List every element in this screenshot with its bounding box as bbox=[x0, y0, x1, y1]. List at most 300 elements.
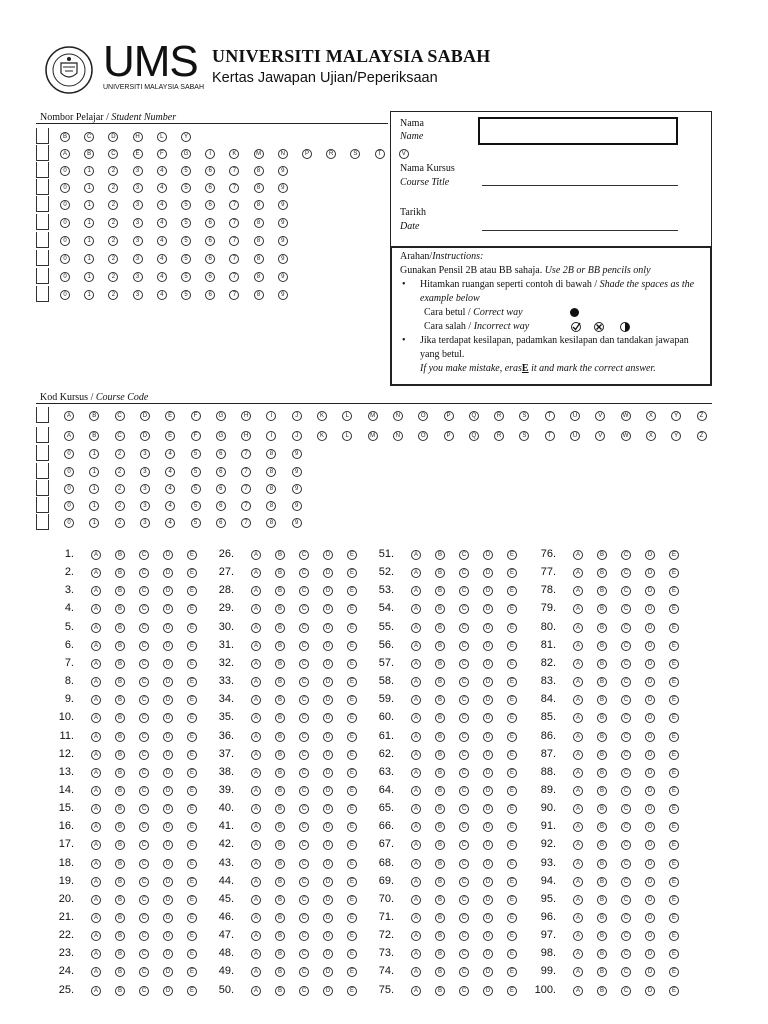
answer-bubble-B[interactable]: B bbox=[597, 550, 607, 560]
answer-bubble-D[interactable]: D bbox=[323, 695, 333, 705]
answer-bubble-B[interactable]: B bbox=[597, 713, 607, 723]
answer-bubble-E[interactable]: E bbox=[187, 586, 197, 596]
answer-bubble-D[interactable]: D bbox=[645, 623, 655, 633]
answer-bubble-E[interactable]: E bbox=[187, 659, 197, 669]
answer-bubble-A[interactable]: A bbox=[411, 750, 421, 760]
answer-bubble-E[interactable]: E bbox=[187, 550, 197, 560]
student-bubble-digit-3[interactable]: 3 bbox=[133, 236, 143, 246]
student-bubble-digit-2[interactable]: 2 bbox=[108, 200, 118, 210]
course-bubble-K[interactable]: K bbox=[317, 411, 327, 421]
answer-bubble-D[interactable]: D bbox=[483, 877, 493, 887]
course-bubble-R[interactable]: R bbox=[494, 431, 504, 441]
answer-bubble-A[interactable]: A bbox=[411, 641, 421, 651]
answer-bubble-C[interactable]: C bbox=[139, 732, 149, 742]
answer-bubble-D[interactable]: D bbox=[323, 659, 333, 669]
answer-bubble-A[interactable]: A bbox=[573, 623, 583, 633]
student-bubble-B[interactable]: B bbox=[84, 149, 94, 159]
answer-bubble-E[interactable]: E bbox=[507, 804, 517, 814]
answer-bubble-B[interactable]: B bbox=[435, 786, 445, 796]
answer-bubble-C[interactable]: C bbox=[299, 786, 309, 796]
answer-bubble-A[interactable]: A bbox=[91, 913, 101, 923]
answer-bubble-E[interactable]: E bbox=[669, 641, 679, 651]
answer-bubble-A[interactable]: A bbox=[411, 786, 421, 796]
course-title-input[interactable] bbox=[482, 185, 678, 186]
course-bubble-M[interactable]: M bbox=[368, 431, 378, 441]
answer-bubble-E[interactable]: E bbox=[669, 949, 679, 959]
answer-bubble-A[interactable]: A bbox=[251, 750, 261, 760]
answer-bubble-A[interactable]: A bbox=[91, 550, 101, 560]
student-bubble-digit-7[interactable]: 7 bbox=[229, 218, 239, 228]
course-bubble-digit-3[interactable]: 3 bbox=[140, 449, 150, 459]
answer-bubble-D[interactable]: D bbox=[483, 859, 493, 869]
student-bubble-N[interactable]: N bbox=[278, 149, 288, 159]
answer-bubble-B[interactable]: B bbox=[597, 949, 607, 959]
answer-bubble-D[interactable]: D bbox=[645, 732, 655, 742]
answer-bubble-E[interactable]: E bbox=[187, 840, 197, 850]
course-bubble-digit-9[interactable]: 9 bbox=[292, 449, 302, 459]
answer-bubble-E[interactable]: E bbox=[507, 768, 517, 778]
answer-bubble-C[interactable]: C bbox=[459, 604, 469, 614]
student-bubble-digit-3[interactable]: 3 bbox=[133, 166, 143, 176]
answer-bubble-D[interactable]: D bbox=[163, 659, 173, 669]
answer-bubble-D[interactable]: D bbox=[645, 750, 655, 760]
answer-bubble-B[interactable]: B bbox=[275, 840, 285, 850]
course-bubble-digit-4[interactable]: 4 bbox=[165, 449, 175, 459]
course-bubble-I[interactable]: I bbox=[266, 431, 276, 441]
answer-bubble-B[interactable]: B bbox=[435, 877, 445, 887]
answer-bubble-A[interactable]: A bbox=[573, 604, 583, 614]
course-bubble-K[interactable]: K bbox=[317, 431, 327, 441]
answer-bubble-E[interactable]: E bbox=[507, 859, 517, 869]
answer-bubble-A[interactable]: A bbox=[91, 877, 101, 887]
answer-bubble-B[interactable]: B bbox=[275, 949, 285, 959]
answer-bubble-E[interactable]: E bbox=[347, 732, 357, 742]
course-bubble-D[interactable]: D bbox=[140, 431, 150, 441]
answer-bubble-E[interactable]: E bbox=[507, 840, 517, 850]
answer-bubble-D[interactable]: D bbox=[323, 550, 333, 560]
course-bubble-J[interactable]: J bbox=[292, 411, 302, 421]
answer-bubble-D[interactable]: D bbox=[163, 840, 173, 850]
student-bubble-digit-2[interactable]: 2 bbox=[108, 166, 118, 176]
answer-bubble-A[interactable]: A bbox=[573, 931, 583, 941]
answer-bubble-D[interactable]: D bbox=[483, 659, 493, 669]
answer-bubble-A[interactable]: A bbox=[91, 840, 101, 850]
answer-bubble-B[interactable]: B bbox=[275, 713, 285, 723]
student-bubble-S[interactable]: S bbox=[350, 149, 360, 159]
answer-bubble-D[interactable]: D bbox=[645, 713, 655, 723]
answer-bubble-E[interactable]: E bbox=[347, 822, 357, 832]
answer-bubble-C[interactable]: C bbox=[459, 550, 469, 560]
course-bubble-digit-6[interactable]: 6 bbox=[216, 501, 226, 511]
answer-bubble-E[interactable]: E bbox=[187, 804, 197, 814]
answer-bubble-C[interactable]: C bbox=[139, 677, 149, 687]
answer-bubble-D[interactable]: D bbox=[483, 967, 493, 977]
answer-bubble-B[interactable]: B bbox=[275, 986, 285, 996]
answer-bubble-A[interactable]: A bbox=[251, 822, 261, 832]
answer-bubble-B[interactable]: B bbox=[275, 804, 285, 814]
answer-bubble-A[interactable]: A bbox=[573, 859, 583, 869]
answer-bubble-C[interactable]: C bbox=[299, 895, 309, 905]
answer-bubble-D[interactable]: D bbox=[483, 713, 493, 723]
answer-bubble-D[interactable]: D bbox=[323, 804, 333, 814]
course-bubble-digit-7[interactable]: 7 bbox=[241, 467, 251, 477]
answer-bubble-A[interactable]: A bbox=[411, 604, 421, 614]
answer-bubble-E[interactable]: E bbox=[669, 623, 679, 633]
answer-bubble-D[interactable]: D bbox=[323, 586, 333, 596]
answer-bubble-A[interactable]: A bbox=[91, 623, 101, 633]
answer-bubble-A[interactable]: A bbox=[411, 804, 421, 814]
answer-bubble-B[interactable]: B bbox=[597, 750, 607, 760]
student-bubble-digit-7[interactable]: 7 bbox=[229, 236, 239, 246]
answer-bubble-E[interactable]: E bbox=[187, 931, 197, 941]
course-bubble-digit-7[interactable]: 7 bbox=[241, 449, 251, 459]
answer-bubble-C[interactable]: C bbox=[459, 586, 469, 596]
answer-bubble-E[interactable]: E bbox=[507, 913, 517, 923]
answer-bubble-E[interactable]: E bbox=[507, 659, 517, 669]
answer-bubble-E[interactable]: E bbox=[187, 568, 197, 578]
answer-bubble-E[interactable]: E bbox=[669, 568, 679, 578]
answer-bubble-B[interactable]: B bbox=[275, 895, 285, 905]
answer-bubble-E[interactable]: E bbox=[669, 550, 679, 560]
answer-bubble-E[interactable]: E bbox=[347, 750, 357, 760]
student-bubble-digit-6[interactable]: 6 bbox=[205, 166, 215, 176]
student-bubble-digit-3[interactable]: 3 bbox=[133, 272, 143, 282]
course-bubble-digit-7[interactable]: 7 bbox=[241, 501, 251, 511]
answer-bubble-D[interactable]: D bbox=[645, 931, 655, 941]
course-bubble-N[interactable]: N bbox=[393, 411, 403, 421]
answer-bubble-E[interactable]: E bbox=[347, 949, 357, 959]
answer-bubble-A[interactable]: A bbox=[411, 677, 421, 687]
answer-bubble-C[interactable]: C bbox=[621, 967, 631, 977]
answer-bubble-C[interactable]: C bbox=[299, 677, 309, 687]
answer-bubble-E[interactable]: E bbox=[507, 568, 517, 578]
answer-bubble-D[interactable]: D bbox=[645, 949, 655, 959]
student-bubble-digit-7[interactable]: 7 bbox=[229, 200, 239, 210]
course-bubble-digit-6[interactable]: 6 bbox=[216, 467, 226, 477]
answer-bubble-A[interactable]: A bbox=[573, 659, 583, 669]
answer-bubble-C[interactable]: C bbox=[139, 586, 149, 596]
answer-bubble-C[interactable]: C bbox=[139, 822, 149, 832]
student-bubble-digit-0[interactable]: 0 bbox=[60, 218, 70, 228]
course-bubble-N[interactable]: N bbox=[393, 431, 403, 441]
answer-bubble-D[interactable]: D bbox=[483, 623, 493, 633]
answer-bubble-C[interactable]: C bbox=[139, 659, 149, 669]
course-bubble-T[interactable]: T bbox=[545, 411, 555, 421]
answer-bubble-D[interactable]: D bbox=[645, 768, 655, 778]
answer-bubble-C[interactable]: C bbox=[299, 641, 309, 651]
answer-bubble-E[interactable]: E bbox=[187, 877, 197, 887]
answer-bubble-D[interactable]: D bbox=[323, 732, 333, 742]
student-bubble-digit-1[interactable]: 1 bbox=[84, 272, 94, 282]
answer-bubble-C[interactable]: C bbox=[459, 695, 469, 705]
answer-bubble-A[interactable]: A bbox=[91, 931, 101, 941]
answer-bubble-C[interactable]: C bbox=[621, 732, 631, 742]
answer-bubble-C[interactable]: C bbox=[459, 986, 469, 996]
answer-bubble-C[interactable]: C bbox=[299, 804, 309, 814]
answer-bubble-C[interactable]: C bbox=[299, 859, 309, 869]
answer-bubble-D[interactable]: D bbox=[483, 641, 493, 651]
answer-bubble-B[interactable]: B bbox=[435, 895, 445, 905]
answer-bubble-B[interactable]: B bbox=[597, 695, 607, 705]
answer-bubble-E[interactable]: E bbox=[347, 786, 357, 796]
answer-bubble-A[interactable]: A bbox=[251, 986, 261, 996]
answer-bubble-B[interactable]: B bbox=[115, 623, 125, 633]
answer-bubble-D[interactable]: D bbox=[645, 641, 655, 651]
course-bubble-Y[interactable]: Y bbox=[671, 431, 681, 441]
answer-bubble-B[interactable]: B bbox=[275, 913, 285, 923]
answer-bubble-C[interactable]: C bbox=[459, 931, 469, 941]
answer-bubble-D[interactable]: D bbox=[163, 677, 173, 687]
answer-bubble-A[interactable]: A bbox=[411, 859, 421, 869]
answer-bubble-D[interactable]: D bbox=[163, 804, 173, 814]
answer-bubble-B[interactable]: B bbox=[435, 550, 445, 560]
answer-bubble-B[interactable]: B bbox=[275, 677, 285, 687]
answer-bubble-C[interactable]: C bbox=[621, 786, 631, 796]
answer-bubble-E[interactable]: E bbox=[669, 877, 679, 887]
course-bubble-digit-6[interactable]: 6 bbox=[216, 484, 226, 494]
answer-bubble-B[interactable]: B bbox=[435, 986, 445, 996]
course-bubble-digit-5[interactable]: 5 bbox=[191, 501, 201, 511]
answer-bubble-E[interactable]: E bbox=[187, 895, 197, 905]
answer-bubble-A[interactable]: A bbox=[411, 550, 421, 560]
answer-bubble-A[interactable]: A bbox=[573, 949, 583, 959]
answer-bubble-E[interactable]: E bbox=[347, 967, 357, 977]
answer-bubble-E[interactable]: E bbox=[347, 713, 357, 723]
answer-bubble-E[interactable]: E bbox=[507, 786, 517, 796]
student-bubble-R[interactable]: R bbox=[326, 149, 336, 159]
answer-bubble-C[interactable]: C bbox=[621, 840, 631, 850]
answer-bubble-D[interactable]: D bbox=[323, 986, 333, 996]
student-bubble-digit-9[interactable]: 9 bbox=[278, 166, 288, 176]
answer-bubble-C[interactable]: C bbox=[139, 713, 149, 723]
student-bubble-digit-5[interactable]: 5 bbox=[181, 218, 191, 228]
answer-bubble-A[interactable]: A bbox=[573, 895, 583, 905]
student-bubble-digit-1[interactable]: 1 bbox=[84, 290, 94, 300]
answer-bubble-A[interactable]: A bbox=[251, 568, 261, 578]
answer-bubble-B[interactable]: B bbox=[597, 604, 607, 614]
answer-bubble-B[interactable]: B bbox=[435, 623, 445, 633]
answer-bubble-E[interactable]: E bbox=[347, 913, 357, 923]
course-bubble-S[interactable]: S bbox=[519, 431, 529, 441]
answer-bubble-B[interactable]: B bbox=[597, 768, 607, 778]
answer-bubble-D[interactable]: D bbox=[323, 822, 333, 832]
answer-bubble-A[interactable]: A bbox=[91, 713, 101, 723]
student-bubble-digit-3[interactable]: 3 bbox=[133, 200, 143, 210]
answer-bubble-D[interactable]: D bbox=[645, 840, 655, 850]
answer-bubble-C[interactable]: C bbox=[621, 877, 631, 887]
answer-bubble-A[interactable]: A bbox=[251, 967, 261, 977]
answer-bubble-C[interactable]: C bbox=[621, 822, 631, 832]
answer-bubble-E[interactable]: E bbox=[347, 677, 357, 687]
answer-bubble-A[interactable]: A bbox=[251, 895, 261, 905]
student-bubble-T[interactable]: T bbox=[375, 149, 385, 159]
answer-bubble-D[interactable]: D bbox=[323, 877, 333, 887]
answer-bubble-C[interactable]: C bbox=[621, 931, 631, 941]
answer-bubble-C[interactable]: C bbox=[459, 768, 469, 778]
answer-bubble-B[interactable]: B bbox=[275, 586, 285, 596]
answer-bubble-C[interactable]: C bbox=[459, 568, 469, 578]
student-bubble-digit-3[interactable]: 3 bbox=[133, 183, 143, 193]
answer-bubble-C[interactable]: C bbox=[299, 732, 309, 742]
answer-bubble-B[interactable]: B bbox=[435, 695, 445, 705]
answer-bubble-B[interactable]: B bbox=[597, 641, 607, 651]
answer-bubble-D[interactable]: D bbox=[645, 986, 655, 996]
answer-bubble-C[interactable]: C bbox=[459, 713, 469, 723]
answer-bubble-C[interactable]: C bbox=[621, 659, 631, 669]
answer-bubble-C[interactable]: C bbox=[459, 677, 469, 687]
answer-bubble-E[interactable]: E bbox=[347, 641, 357, 651]
answer-bubble-A[interactable]: A bbox=[573, 732, 583, 742]
answer-bubble-C[interactable]: C bbox=[139, 604, 149, 614]
student-bubble-digit-3[interactable]: 3 bbox=[133, 290, 143, 300]
answer-bubble-C[interactable]: C bbox=[299, 695, 309, 705]
course-bubble-digit-2[interactable]: 2 bbox=[115, 484, 125, 494]
answer-bubble-C[interactable]: C bbox=[459, 641, 469, 651]
answer-bubble-D[interactable]: D bbox=[483, 568, 493, 578]
student-bubble-digit-9[interactable]: 9 bbox=[278, 183, 288, 193]
course-bubble-digit-3[interactable]: 3 bbox=[140, 484, 150, 494]
course-bubble-digit-0[interactable]: 0 bbox=[64, 518, 74, 528]
answer-bubble-E[interactable]: E bbox=[507, 641, 517, 651]
answer-bubble-B[interactable]: B bbox=[435, 967, 445, 977]
course-bubble-S[interactable]: S bbox=[519, 411, 529, 421]
course-bubble-digit-9[interactable]: 9 bbox=[292, 467, 302, 477]
student-bubble-digit-2[interactable]: 2 bbox=[108, 290, 118, 300]
student-bubble-G[interactable]: G bbox=[181, 149, 191, 159]
answer-bubble-C[interactable]: C bbox=[459, 822, 469, 832]
student-bubble-L[interactable]: L bbox=[157, 132, 167, 142]
answer-bubble-D[interactable]: D bbox=[483, 840, 493, 850]
student-bubble-F[interactable]: F bbox=[157, 149, 167, 159]
answer-bubble-C[interactable]: C bbox=[459, 840, 469, 850]
answer-bubble-C[interactable]: C bbox=[139, 913, 149, 923]
answer-bubble-B[interactable]: B bbox=[435, 641, 445, 651]
answer-bubble-E[interactable]: E bbox=[187, 695, 197, 705]
answer-bubble-D[interactable]: D bbox=[163, 949, 173, 959]
answer-bubble-D[interactable]: D bbox=[323, 568, 333, 578]
answer-bubble-A[interactable]: A bbox=[411, 840, 421, 850]
answer-bubble-B[interactable]: B bbox=[275, 931, 285, 941]
answer-bubble-B[interactable]: B bbox=[115, 931, 125, 941]
answer-bubble-D[interactable]: D bbox=[483, 822, 493, 832]
course-bubble-V[interactable]: V bbox=[595, 431, 605, 441]
answer-bubble-E[interactable]: E bbox=[507, 949, 517, 959]
answer-bubble-E[interactable]: E bbox=[669, 804, 679, 814]
answer-bubble-C[interactable]: C bbox=[299, 550, 309, 560]
answer-bubble-A[interactable]: A bbox=[251, 659, 261, 669]
answer-bubble-C[interactable]: C bbox=[139, 768, 149, 778]
answer-bubble-A[interactable]: A bbox=[411, 695, 421, 705]
student-bubble-digit-0[interactable]: 0 bbox=[60, 254, 70, 264]
answer-bubble-A[interactable]: A bbox=[411, 568, 421, 578]
answer-bubble-B[interactable]: B bbox=[435, 677, 445, 687]
answer-bubble-E[interactable]: E bbox=[669, 967, 679, 977]
student-bubble-digit-5[interactable]: 5 bbox=[181, 166, 191, 176]
answer-bubble-E[interactable]: E bbox=[669, 859, 679, 869]
answer-bubble-B[interactable]: B bbox=[435, 586, 445, 596]
student-bubble-digit-7[interactable]: 7 bbox=[229, 183, 239, 193]
course-bubble-digit-0[interactable]: 0 bbox=[64, 484, 74, 494]
answer-bubble-A[interactable]: A bbox=[251, 804, 261, 814]
answer-bubble-C[interactable]: C bbox=[299, 931, 309, 941]
student-bubble-digit-1[interactable]: 1 bbox=[84, 218, 94, 228]
student-bubble-digit-4[interactable]: 4 bbox=[157, 290, 167, 300]
answer-bubble-C[interactable]: C bbox=[299, 604, 309, 614]
answer-bubble-D[interactable]: D bbox=[163, 768, 173, 778]
answer-bubble-E[interactable]: E bbox=[669, 604, 679, 614]
answer-bubble-B[interactable]: B bbox=[435, 949, 445, 959]
answer-bubble-D[interactable]: D bbox=[483, 931, 493, 941]
student-bubble-digit-4[interactable]: 4 bbox=[157, 272, 167, 282]
answer-bubble-C[interactable]: C bbox=[621, 713, 631, 723]
answer-bubble-D[interactable]: D bbox=[323, 677, 333, 687]
answer-bubble-D[interactable]: D bbox=[645, 877, 655, 887]
answer-bubble-D[interactable]: D bbox=[163, 713, 173, 723]
answer-bubble-B[interactable]: B bbox=[275, 623, 285, 633]
answer-bubble-C[interactable]: C bbox=[621, 641, 631, 651]
answer-bubble-A[interactable]: A bbox=[251, 877, 261, 887]
course-bubble-B[interactable]: B bbox=[89, 411, 99, 421]
course-bubble-P[interactable]: P bbox=[444, 431, 454, 441]
answer-bubble-D[interactable]: D bbox=[323, 895, 333, 905]
answer-bubble-D[interactable]: D bbox=[163, 786, 173, 796]
answer-bubble-B[interactable]: B bbox=[115, 913, 125, 923]
answer-bubble-D[interactable]: D bbox=[645, 659, 655, 669]
course-bubble-V[interactable]: V bbox=[595, 411, 605, 421]
course-bubble-digit-5[interactable]: 5 bbox=[191, 467, 201, 477]
answer-bubble-A[interactable]: A bbox=[91, 859, 101, 869]
answer-bubble-B[interactable]: B bbox=[275, 877, 285, 887]
answer-bubble-D[interactable]: D bbox=[323, 967, 333, 977]
answer-bubble-B[interactable]: B bbox=[597, 895, 607, 905]
answer-bubble-D[interactable]: D bbox=[483, 695, 493, 705]
course-bubble-digit-1[interactable]: 1 bbox=[89, 484, 99, 494]
answer-bubble-B[interactable]: B bbox=[275, 568, 285, 578]
answer-bubble-A[interactable]: A bbox=[251, 695, 261, 705]
answer-bubble-E[interactable]: E bbox=[347, 895, 357, 905]
answer-bubble-B[interactable]: B bbox=[275, 641, 285, 651]
answer-bubble-C[interactable]: C bbox=[139, 859, 149, 869]
answer-bubble-E[interactable]: E bbox=[507, 695, 517, 705]
answer-bubble-E[interactable]: E bbox=[187, 677, 197, 687]
course-bubble-F[interactable]: F bbox=[191, 431, 201, 441]
answer-bubble-C[interactable]: C bbox=[299, 822, 309, 832]
answer-bubble-B[interactable]: B bbox=[275, 768, 285, 778]
answer-bubble-A[interactable]: A bbox=[573, 641, 583, 651]
answer-bubble-D[interactable]: D bbox=[163, 895, 173, 905]
answer-bubble-E[interactable]: E bbox=[347, 604, 357, 614]
answer-bubble-A[interactable]: A bbox=[573, 913, 583, 923]
answer-bubble-A[interactable]: A bbox=[251, 623, 261, 633]
student-bubble-digit-6[interactable]: 6 bbox=[205, 200, 215, 210]
student-bubble-digit-7[interactable]: 7 bbox=[229, 290, 239, 300]
answer-bubble-A[interactable]: A bbox=[251, 913, 261, 923]
answer-bubble-D[interactable]: D bbox=[483, 768, 493, 778]
course-bubble-digit-6[interactable]: 6 bbox=[216, 449, 226, 459]
student-bubble-digit-8[interactable]: 8 bbox=[254, 218, 264, 228]
answer-bubble-E[interactable]: E bbox=[347, 931, 357, 941]
student-bubble-digit-6[interactable]: 6 bbox=[205, 183, 215, 193]
student-bubble-digit-5[interactable]: 5 bbox=[181, 254, 191, 264]
answer-bubble-A[interactable]: A bbox=[91, 586, 101, 596]
answer-bubble-A[interactable]: A bbox=[411, 895, 421, 905]
answer-bubble-C[interactable]: C bbox=[299, 713, 309, 723]
answer-bubble-B[interactable]: B bbox=[115, 586, 125, 596]
course-bubble-digit-4[interactable]: 4 bbox=[165, 501, 175, 511]
answer-bubble-A[interactable]: A bbox=[91, 804, 101, 814]
course-bubble-Q[interactable]: Q bbox=[469, 411, 479, 421]
answer-bubble-B[interactable]: B bbox=[275, 659, 285, 669]
